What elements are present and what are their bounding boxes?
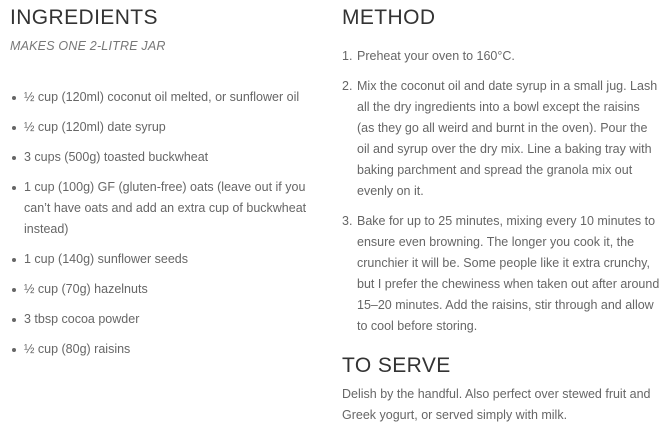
serve-text: Delish by the handful. Also perfect over stewed fruit and Greek yogurt, or served simply with milk. <box>342 387 651 422</box>
step-number: 1. <box>342 49 353 63</box>
method-heading: METHOD <box>342 6 436 29</box>
ingredient-item: ½ cup (70g) hazelnuts <box>24 279 324 300</box>
ingredient-item: ½ cup (80g) raisins <box>24 339 324 360</box>
ingredients-heading: INGREDIENTS <box>10 6 158 29</box>
ingredients-list <box>10 87 324 369</box>
method-step <box>342 46 660 67</box>
step-text: Preheat your oven to 160°C. <box>357 49 515 63</box>
ingredient-item: 1 cup (100g) GF (gluten-free) oats (leave out if you can’t have oats and add an extra cup of buckwheat instead) <box>24 177 324 240</box>
yield-subtitle: MAKES ONE 2-LITRE JAR <box>10 39 166 53</box>
method-step <box>342 76 660 202</box>
ingredient-item: 3 cups (500g) toasted buckwheat <box>24 147 324 168</box>
step-text: Mix the coconut oil and date syrup in a small jug. Lash all the dry ingredients into a bowl except the raisins (as they go all weird and burnt in the oven). Pour the oil and syrup over the dry mix. Line a baking tray with baking parchment and spread the granola mix out evenly on it. <box>357 79 658 198</box>
ingredient-item: 3 tbsp cocoa powder <box>24 309 324 330</box>
serve-heading: TO SERVE <box>342 354 451 377</box>
step-number: 2. <box>342 79 353 93</box>
method-step <box>342 211 660 337</box>
step-number: 3. <box>342 214 353 228</box>
ingredient-item: ½ cup (120ml) date syrup <box>24 117 324 138</box>
method-steps <box>342 46 660 346</box>
ingredient-item: ½ cup (120ml) coconut oil melted, or sunflower oil <box>24 87 324 108</box>
step-text: Bake for up to 25 minutes, mixing every 10 minutes to ensure even browning. The longer you cook it, the crunchier it will be. Some people like it extra crunchy, but I prefer the chewiness when taken out after around 15–20 minutes. Add the raisins, stir through and allow to cool before storing. <box>357 214 660 333</box>
ingredient-item: 1 cup (140g) sunflower seeds <box>24 249 324 270</box>
